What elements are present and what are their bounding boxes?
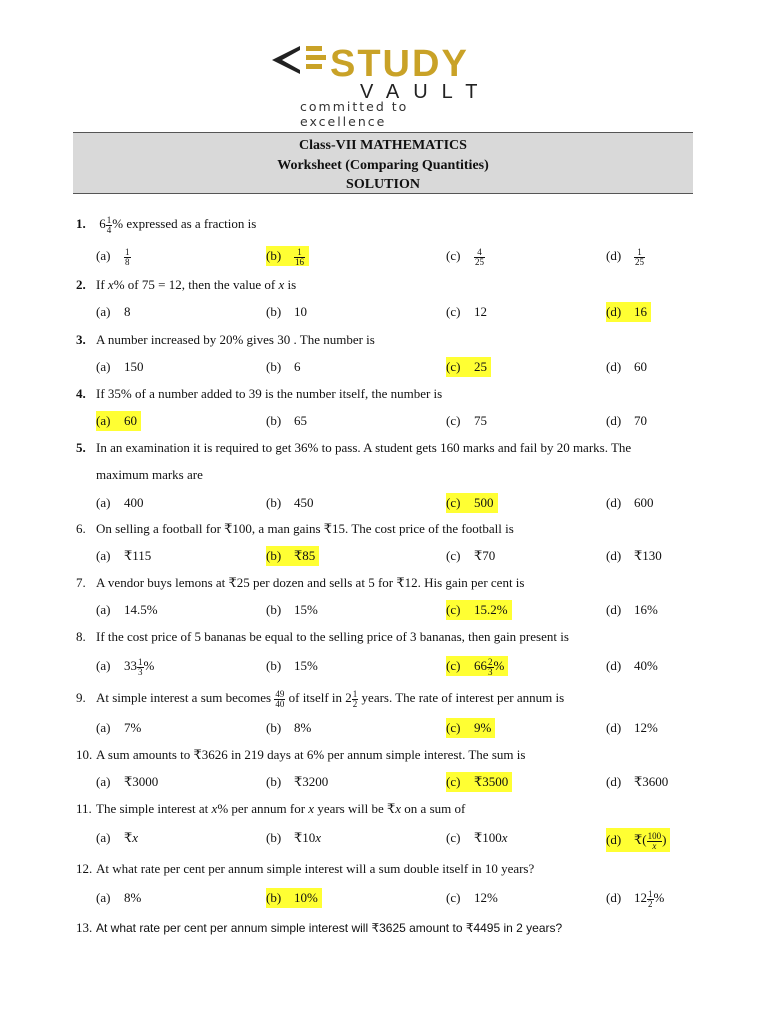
options-q5 bbox=[96, 493, 696, 515]
worksheet-title bbox=[73, 132, 693, 194]
options-q10 bbox=[96, 772, 696, 794]
option-b[interactable]: (b) 6 bbox=[266, 359, 301, 374]
title-line-3: SOLUTION bbox=[346, 177, 420, 192]
option-b[interactable]: (b) 10 bbox=[266, 304, 307, 319]
svg-text:STUDY: STUDY bbox=[330, 43, 469, 85]
options-q12 bbox=[96, 888, 696, 910]
options-q4 bbox=[96, 411, 696, 433]
options-q3 bbox=[96, 357, 696, 379]
question-5: 5. In an examination it is required to get 36% to pass. A student gets 160 marks and fail by 20 marks. The bbox=[76, 440, 632, 455]
option-c[interactable]: (c) 75 bbox=[446, 413, 487, 428]
option-c-answer[interactable]: (c) 500 bbox=[446, 493, 498, 513]
question-4: 4. If 35% of a number added to 39 is the number itself, the number is bbox=[76, 386, 443, 401]
option-b[interactable]: (b) ₹10x bbox=[266, 830, 322, 845]
question-5-cont: maximum marks are bbox=[96, 467, 203, 482]
question-10: 10. A sum amounts to ₹3626 in 219 days at 6% per annum simple interest. The sum is bbox=[76, 747, 526, 762]
option-d[interactable]: (d) 16% bbox=[606, 602, 658, 617]
option-d-answer[interactable]: (d) ₹( $\frac{100}{x}$ ) bbox=[606, 828, 670, 852]
tagline: committed to excellence bbox=[300, 99, 409, 129]
option-a[interactable]: (a) ₹115 bbox=[96, 548, 152, 563]
question-11: 11. The simple interest at x% per annum for x years will be ₹x on a sum of bbox=[76, 801, 466, 816]
option-a[interactable]: (a) 8 bbox=[96, 304, 131, 319]
option-b[interactable]: (b) 15% bbox=[266, 658, 318, 673]
options-q1 bbox=[96, 246, 696, 268]
question-7: 7. A vendor buys lemons at ₹25 per dozen and sells at 5 for ₹12. His gain per cent is bbox=[76, 575, 525, 590]
option-c-answer[interactable]: (c) 66 $\frac{2}{3}$ % bbox=[446, 656, 508, 676]
option-a[interactable]: (a) 8% bbox=[96, 890, 142, 905]
option-c-answer[interactable]: (c) 15.2% bbox=[446, 600, 512, 620]
option-b-answer[interactable]: (b) $\frac{1}{16}$ bbox=[266, 246, 309, 266]
option-b-answer[interactable]: (b) ₹85 bbox=[266, 546, 319, 566]
option-a[interactable]: (a) ₹3000 bbox=[96, 774, 159, 789]
question-8: 8. If the cost price of 5 bananas be equal to the selling price of 3 bananas, then gain present is bbox=[76, 629, 569, 644]
question-2: 2. If x% of 75 = 12, then the value of x is bbox=[76, 277, 297, 292]
option-a[interactable]: (a) 7% bbox=[96, 720, 142, 735]
svg-text:VAULT: VAULT bbox=[360, 81, 492, 102]
option-d[interactable]: (d) 40% bbox=[606, 658, 658, 673]
options-q2 bbox=[96, 302, 696, 324]
option-c[interactable]: (c) $\frac{4}{25}$ bbox=[446, 246, 484, 267]
option-a-answer[interactable]: (a) 60 bbox=[96, 411, 141, 431]
option-c-answer[interactable]: (c) 9% bbox=[446, 718, 495, 738]
options-q7 bbox=[96, 600, 696, 622]
option-d[interactable]: (d) $\frac{1}{25}$ bbox=[606, 246, 644, 267]
option-b[interactable]: (b) 450 bbox=[266, 495, 314, 510]
option-c[interactable]: (c) 12% bbox=[446, 890, 498, 905]
option-d[interactable]: (d) ₹130 bbox=[606, 548, 662, 563]
option-c-answer[interactable]: (c) ₹3500 bbox=[446, 772, 512, 792]
option-a[interactable]: (a) 150 bbox=[96, 359, 144, 374]
options-q11 bbox=[96, 828, 696, 850]
option-b[interactable]: (b) 8% bbox=[266, 720, 312, 735]
fraction: $\frac{1}{4}$ bbox=[106, 214, 112, 235]
options-q8 bbox=[96, 656, 696, 678]
option-a[interactable]: (a) 14.5% bbox=[96, 602, 158, 617]
option-a[interactable]: (a) 400 bbox=[96, 495, 144, 510]
question-9: 9. At simple interest a sum becomes $\frac{49}{40}$ of itself in 2 $\frac{1}{2}$ years. The rate of interest per annum is bbox=[76, 688, 565, 709]
title-line-1: Class-VII MATHEMATICS bbox=[299, 138, 467, 153]
option-a[interactable]: (a) 33 $\frac{1}{3}$ % bbox=[96, 656, 155, 677]
options-q9 bbox=[96, 718, 696, 740]
option-d[interactable]: (d) 12 $\frac{1}{2}$ % bbox=[606, 888, 665, 909]
option-c[interactable]: (c) ₹100x bbox=[446, 830, 508, 845]
question-3: 3. A number increased by 20% gives 30 . The number is bbox=[76, 332, 375, 347]
question-6: 6. On selling a football for ₹100, a man gains ₹15. The cost price of the football is bbox=[76, 521, 514, 536]
title-line-2: Worksheet (Comparing Quantities) bbox=[277, 157, 489, 173]
option-d[interactable]: (d) ₹3600 bbox=[606, 774, 669, 789]
option-b[interactable]: (b) 15% bbox=[266, 602, 318, 617]
option-c-answer[interactable]: (c) 25 bbox=[446, 357, 491, 377]
option-d[interactable]: (d) 12% bbox=[606, 720, 658, 735]
option-b-answer[interactable]: (b) 10% bbox=[266, 888, 322, 908]
option-d[interactable]: (d) 600 bbox=[606, 495, 654, 510]
option-d-answer[interactable]: (d) 16 bbox=[606, 302, 651, 322]
option-b[interactable]: (b) 65 bbox=[266, 413, 307, 428]
option-c[interactable]: (c) 12 bbox=[446, 304, 487, 319]
option-d[interactable]: (d) 60 bbox=[606, 359, 647, 374]
option-c[interactable]: (c) ₹70 bbox=[446, 548, 496, 563]
option-a[interactable]: (a) $\frac{1}{8}$ bbox=[96, 246, 130, 267]
question-1: 1. 6 $\frac{1}{4}$ % expressed as a fraction is bbox=[76, 214, 257, 235]
option-a[interactable]: (a) ₹x bbox=[96, 830, 139, 845]
question-12: 12. At what rate per cent per annum simple interest will a sum double itself in 10 years? bbox=[76, 861, 535, 876]
option-d[interactable]: (d) 70 bbox=[606, 413, 647, 428]
option-b[interactable]: (b) ₹3200 bbox=[266, 774, 329, 789]
question-13: 13. At what rate per cent per annum simple interest will ₹3625 amount to ₹4495 in 2 years? bbox=[76, 920, 563, 935]
options-q6 bbox=[96, 546, 696, 568]
